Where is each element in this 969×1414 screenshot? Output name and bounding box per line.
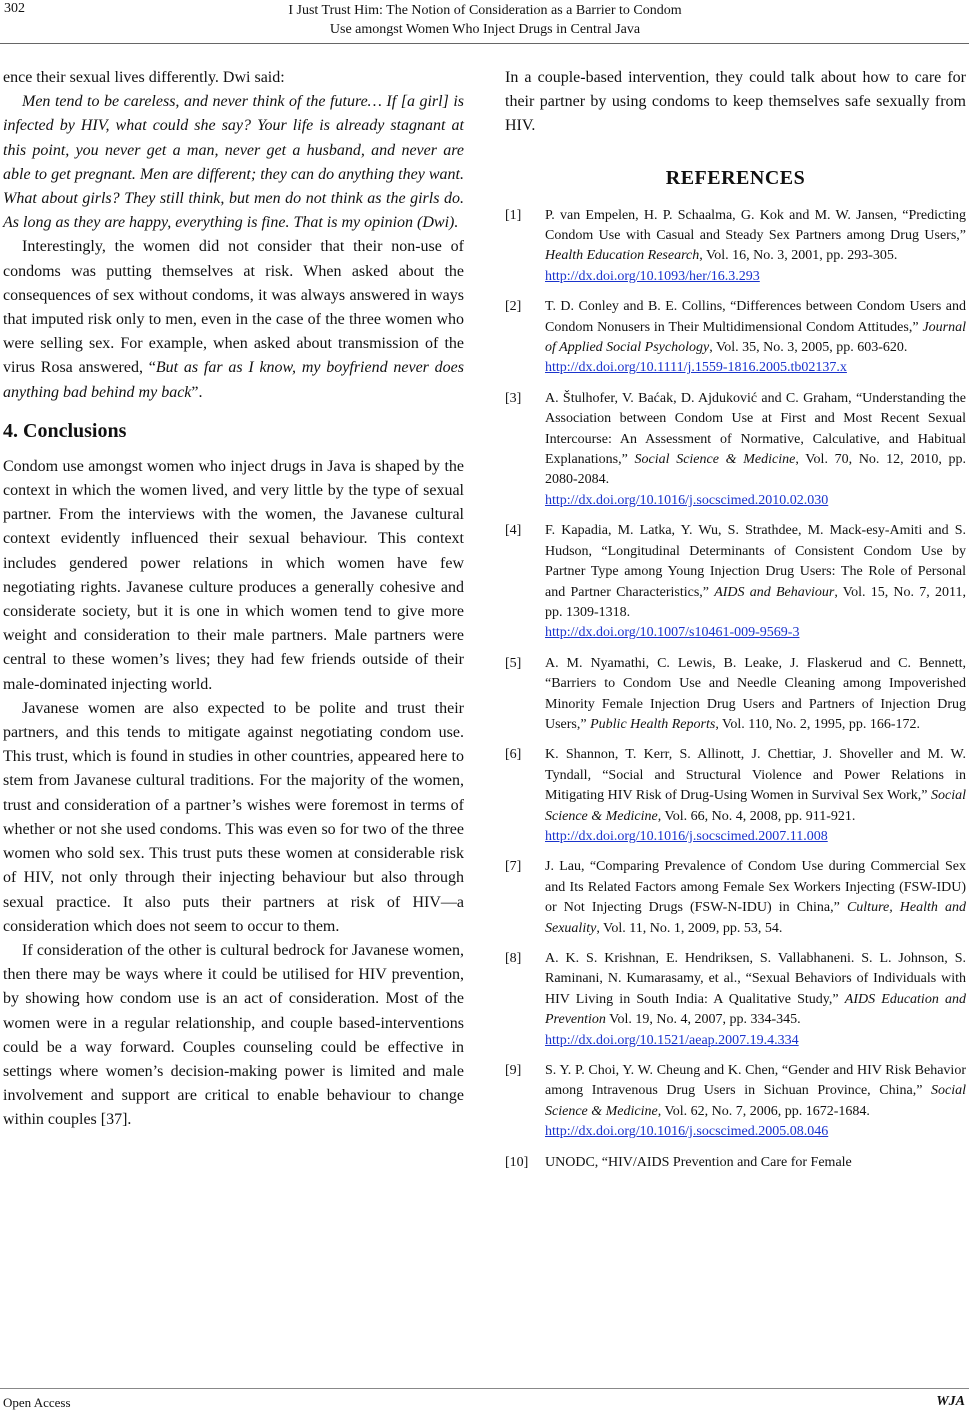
dwi-quote: Men tend to be careless, and never think of the future… If [a girl] is infected by HIV, what could she say? Your life is already stagnant at this point, you never get a man, never get a husband, and never are able to get pregnant. Men are different; they can do anything they want. What about girls? They still think, but men do not think as the girls do. As long as they are happy, everything is fine. That is my opinion (Dwi). bbox=[3, 93, 464, 232]
reference-journal: Culture, Health and Sexuality bbox=[545, 900, 966, 936]
reference-number: [7] bbox=[505, 859, 522, 875]
reference-number: [10] bbox=[505, 1154, 529, 1170]
reference-journal: Health Education Research bbox=[545, 248, 700, 264]
reference-details: , Vol. 110, No. 2, 1995, pp. 166-172. bbox=[715, 716, 921, 732]
right-column bbox=[505, 66, 966, 1183]
open-access-label: Open Access bbox=[3, 1395, 71, 1410]
reference-details: , Vol. 15, No. 7, 2011, pp. 1309-1318. bbox=[545, 584, 966, 620]
reference-journal: AIDS and Behaviour bbox=[714, 584, 835, 600]
reference-journal: Public Health Reports bbox=[590, 716, 716, 732]
reference-item bbox=[505, 1061, 966, 1143]
reference-number: [1] bbox=[505, 207, 522, 223]
reference-list bbox=[505, 206, 966, 1173]
interestingly-paragraph bbox=[3, 235, 464, 404]
reference-item bbox=[505, 521, 966, 643]
reference-authors-title: UNODC, “HIV/AIDS Prevention and Care for Female bbox=[545, 1154, 852, 1170]
reference-authors-title: A. Štulhofer, V. Baćak, D. Ajduković and C. Graham, “Understanding the Association between Condom Use at First and Most Recent Sexual Intercourse: An Assessment of Normative, Calculative, and Habitual Explanations,” bbox=[545, 390, 966, 468]
reference-item bbox=[505, 949, 966, 1051]
reference-authors-title: S. Y. P. Choi, Y. W. Cheung and K. Chen, “Gender and HIV Risk Behavior among Intravenous Drug Users in Sichuan Province, China,” bbox=[545, 1063, 966, 1099]
running-title-line-2: Use amongst Women Who Inject Drugs in Central Java bbox=[329, 22, 641, 37]
reference-journal: Social Science & Medicine bbox=[634, 452, 796, 468]
reference-authors-title: F. Kapadia, M. Latka, Y. Wu, S. Strathdee, M. Mack-esy-Amiti and S. Hudson, “Longitudinal Determinants of Consistent Condom Use by Partner Type among Young Injection Drug Users: The Role of Personal and Partner Characteristics,” bbox=[545, 523, 966, 600]
page-footer bbox=[0, 1388, 969, 1414]
reference-item bbox=[505, 745, 966, 847]
reference-text bbox=[545, 949, 966, 1051]
reference-text bbox=[545, 206, 966, 288]
reference-journal: Journal of Applied Social Psychology bbox=[545, 319, 966, 356]
reference-item bbox=[505, 297, 966, 379]
doi-link[interactable]: http://dx.doi.org/10.1093/her/16.3.293 bbox=[545, 268, 760, 284]
reference-details: , Vol. 66, No. 4, 2008, pp. 911-921. bbox=[657, 808, 856, 824]
reference-journal: Social Science & Medicine bbox=[545, 788, 966, 824]
left-column bbox=[3, 66, 464, 1133]
reference-number: [3] bbox=[505, 390, 522, 406]
reference-journal: AIDS Education and Prevention bbox=[545, 991, 966, 1028]
reference-text bbox=[545, 521, 966, 643]
conclusion-paragraph-2: Javanese women are also expected to be polite and trust their partners, and this tends to mitigate against negotiating condom use. This trust, which is found in studies in other countries, appeared here to stem from Javanese cultural traditions. For the majority of the women, trust and consideration of a partner’s wishes were foremost in terms of whether or not she used condoms. This was even so for two of the three women who sold sex. This trust puts these women at considerable risk of HIV, not only through their injecting behaviour but also through sexual practice. It also puts their partners at risk of HIV—a consideration which does not seem to occur to them. bbox=[3, 699, 464, 935]
footer-rule bbox=[0, 1388, 969, 1389]
reference-item bbox=[505, 654, 966, 736]
intro-line: ence their sexual lives differently. Dwi said: bbox=[3, 69, 285, 86]
running-title-line-1: I Just Trust Him: The Notion of Consideration as a Barrier to Condom bbox=[288, 3, 682, 18]
doi-link[interactable]: http://dx.doi.org/10.1521/aeap.2007.19.4.334 bbox=[545, 1032, 799, 1048]
page-number: 302 bbox=[4, 1, 25, 16]
reference-authors-title: J. Lau, “Comparing Prevalence of Condom Use during Commercial Sex and Its Related Factors among Female Sex Workers Injecting (FSW-IDU) or Not Injecting Drugs (FSW-N-IDU) in China,” bbox=[545, 859, 966, 916]
doi-link[interactable]: http://dx.doi.org/10.1111/j.1559-1816.2005.tb02137.x bbox=[545, 360, 847, 376]
header-rule bbox=[0, 43, 969, 44]
reference-text bbox=[545, 654, 966, 736]
reference-authors-title: P. van Empelen, H. P. Schaalma, G. Kok and M. W. Jansen, “Predicting Condom Use with Casual and Steady Sex Partners among Drug Users,” bbox=[545, 207, 966, 244]
reference-number: [8] bbox=[505, 951, 522, 967]
reference-item bbox=[505, 857, 966, 939]
references-heading: REFERENCES bbox=[665, 166, 806, 189]
doi-link[interactable]: http://dx.doi.org/10.1016/j.socscimed.2005.08.046 bbox=[545, 1124, 829, 1140]
conclusion-paragraph-1: Condom use amongst women who inject drugs in Java is shaped by the context in which the women lived, and very little by the type of sexual partner. From the interviews with the women, the Javanese cultural context evidently influenced their sexual behaviour. This context includes gendered power relations in which women have few negotiating rights. Javanese culture produces a generally cohesive and considerate society, but it is one in which women tend to give more weight and consideration to their male partners. Male partners were central to these women’s lives; they had few friends outside of their male-dominated injecting world. bbox=[3, 457, 464, 693]
reference-number: [6] bbox=[505, 747, 522, 763]
reference-text bbox=[545, 1153, 966, 1173]
reference-item bbox=[505, 206, 966, 288]
reference-authors-title: A. K. S. Krishnan, E. Hendriksen, S. Vallabhaneni. S. L. Johnson, S. Raminani, N. Kumarasamy, et al., “Sexual Behaviors of Individuals with HIV Living in South India: A Qualitative Study,” bbox=[545, 951, 966, 1007]
reference-text bbox=[545, 857, 966, 939]
para1-text: Interestingly, the women did not consider that their non-use of condoms was putting themselves at risk. When asked about the consequences of sex without condoms, it was always answered in ways that imputed risk only to men, even in the case of the three women who were selling sex. For example, when asked about transmission of the virus Rosa answered, “ bbox=[3, 238, 464, 377]
para1-end: ”. bbox=[191, 383, 203, 401]
reference-authors-title: A. M. Nyamathi, C. Lewis, B. Leake, J. Flaskerud and C. Bennett, “Barriers to Condom Use and Needle Cleaning among Impoverished Minority Female Injection Drug Users and Partners of Injection Drug Users,” bbox=[545, 655, 966, 732]
reference-text bbox=[545, 1061, 966, 1143]
reference-authors-title: K. Shannon, T. Kerr, S. Allinott, J. Chettiar, J. Shoveller and M. W. Tyndall, “Social and Structural Violence and Power Relations in Mitigating HIV Risk of Drug-Using Women in Survival Sex Work,” bbox=[545, 747, 966, 804]
continuation-paragraph: In a couple-based intervention, they could talk about how to care for their partner by using condoms to keep themselves safe sexually from HIV. bbox=[505, 69, 966, 135]
reference-text bbox=[545, 297, 966, 379]
running-header bbox=[0, 0, 969, 42]
reference-journal: Social Science & Medicine bbox=[545, 1083, 966, 1119]
reference-authors-title: T. D. Conley and B. E. Collins, “Differences between Condom Users and Condom Nonusers in Their Multidimensional Condom Attitudes,” bbox=[545, 299, 966, 335]
running-title bbox=[180, 1, 790, 39]
reference-number: [2] bbox=[505, 299, 522, 315]
reference-details: , Vol. 35, No. 3, 2005, pp. 603-620. bbox=[709, 340, 908, 356]
reference-text bbox=[545, 389, 966, 511]
reference-number: [4] bbox=[505, 523, 522, 539]
reference-details: , Vol. 16, No. 3, 2001, pp. 293-305. bbox=[699, 248, 898, 264]
reference-item bbox=[505, 1153, 966, 1173]
reference-details: , Vol. 11, No. 1, 2009, pp. 53, 54. bbox=[596, 920, 783, 936]
reference-details: , Vol. 70, No. 12, 2010, pp. 2080-2084. bbox=[545, 452, 967, 488]
doi-link[interactable]: http://dx.doi.org/10.1016/j.socscimed.2010.02.030 bbox=[545, 492, 829, 508]
reference-details: Vol. 19, No. 4, 2007, pp. 334-345. bbox=[605, 1012, 801, 1028]
section-heading-conclusions: 4. Conclusions bbox=[3, 419, 127, 442]
reference-text bbox=[545, 745, 966, 847]
reference-number: [9] bbox=[505, 1063, 522, 1079]
reference-number: [5] bbox=[505, 655, 522, 671]
doi-link[interactable]: http://dx.doi.org/10.1007/s10461-009-9569-3 bbox=[545, 625, 800, 641]
doi-link[interactable]: http://dx.doi.org/10.1016/j.socscimed.2007.11.008 bbox=[545, 828, 828, 844]
reference-item bbox=[505, 389, 966, 511]
reference-details: , Vol. 62, No. 7, 2006, pp. 1672-1684. bbox=[657, 1103, 870, 1119]
rosa-quote: But as far as I know, my boyfriend never does anything bad behind my back bbox=[3, 359, 465, 401]
conclusion-paragraph-3: If consideration of the other is cultural bedrock for Javanese women, then there may be ways where it could be utilised for HIV prevention, by showing how condom use is an act of consideration. Most of the women were in a regular relationship, and couple based-interventions could be a way forward. Couples counseling could be effective in settings where women’s decision-making power is limited and male involvement and support are critical to enable behaviour to change within couples [37]. bbox=[3, 941, 464, 1129]
journal-abbreviation: WJA bbox=[936, 1394, 965, 1409]
